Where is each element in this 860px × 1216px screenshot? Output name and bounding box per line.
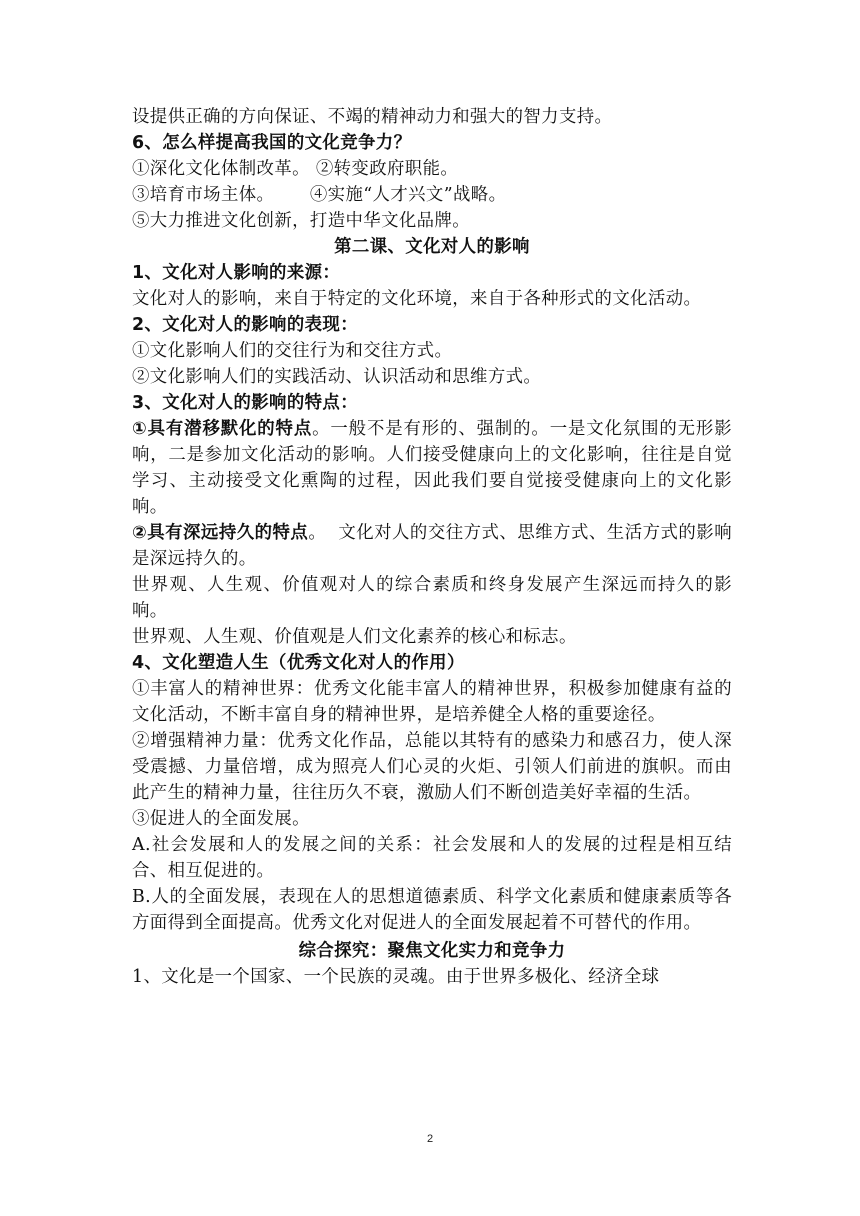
text-line: ①深化文化体制改革。 ②转变政府职能。 xyxy=(132,159,459,179)
page-number: 2 xyxy=(426,1133,434,1145)
lesson-title: 第二课、文化对人的影响 xyxy=(334,237,530,257)
paragraph: B.人的全面发展，表现在人的思想道德素质、科学文化素质和健康素质等各方面得到全面提高。优秀文化对促进人的全面发展起着不可替代的作用。 xyxy=(132,887,732,933)
paragraph: A.社会发展和人的发展之间的关系：社会发展和人的发展的过程是相互结合、相互促进的。 xyxy=(132,835,732,881)
text-line: ⑤大力推进文化创新，打造中华文化品牌。 xyxy=(132,211,471,231)
paragraph: 世界观、人生观、价值观对人的综合素质和终身发展产生深远而持久的影响。 xyxy=(132,575,732,621)
paragraph xyxy=(132,416,732,520)
paragraph xyxy=(132,520,732,572)
paragraph: ①丰富人的精神世界：优秀文化能丰富人的精神世界，积极参加健康有益的文化活动，不断丰富自身的精神世界，是培养健全人格的重要途径。 xyxy=(132,679,732,725)
text-line: 设提供正确的方向保证、不竭的精神动力和强大的智力支持。 xyxy=(132,107,613,127)
paragraph: ②增强精神力量：优秀文化作品，总能以其特有的感染力和感召力，使人深受震撼、力量倍增，成为照亮人们心灵的火炬、引领人们前进的旗帜。而由此产生的精神力量，往往历久不衰，激励人们不断创造美好幸福的生活。 xyxy=(132,731,732,803)
text-line: 世界观、人生观、价值观是人们文化素养的核心和标志。 xyxy=(132,627,577,647)
section-heading: 2、文化对人的影响的表现： xyxy=(132,315,358,335)
text-line: ③培育市场主体。 ④实施“人才兴文”战略。 xyxy=(132,185,507,205)
paragraph-text: 。 文化对人的交往方式、思维方式、生活方式的影响是深远持久的。 xyxy=(132,523,733,569)
question-heading: 6、怎么样提高我国的文化竞争力？ xyxy=(132,133,412,153)
section-heading: 4、文化塑造人生（优秀文化对人的作用） xyxy=(132,653,465,673)
bold-lead: ①具有潜移默化的特点 xyxy=(132,419,313,439)
paragraph-text: 。一般不是有形的、强制的。一是文化氛围的无形影响，二是参加文化活动的影响。人们接受健康向上的文化影响，往往是自觉学习、主动接受文化熏陶的过程，因此我们要自觉接受健康向上的文化影响。 xyxy=(132,419,732,517)
paragraph: 文化对人的影响，来自于特定的文化环境，来自于各种形式的文化活动。 xyxy=(132,289,702,309)
bold-lead: ②具有深远持久的特点 xyxy=(132,523,309,543)
section-title: 综合探究：聚焦文化实力和竞争力 xyxy=(298,941,566,961)
text-line: ③促进人的全面发展。 xyxy=(132,809,310,829)
page-body xyxy=(132,104,732,990)
text-line: ②文化影响人们的实践活动、认识活动和思维方式。 xyxy=(132,367,542,387)
section-heading: 3、文化对人的影响的特点： xyxy=(132,393,358,413)
section-heading: 1、文化对人影响的来源： xyxy=(132,263,341,283)
text-line: 1、文化是一个国家、一个民族的灵魂。由于世界多极化、经济全球 xyxy=(132,967,660,987)
text-line: ①文化影响人们的交往行为和交往方式。 xyxy=(132,341,453,361)
